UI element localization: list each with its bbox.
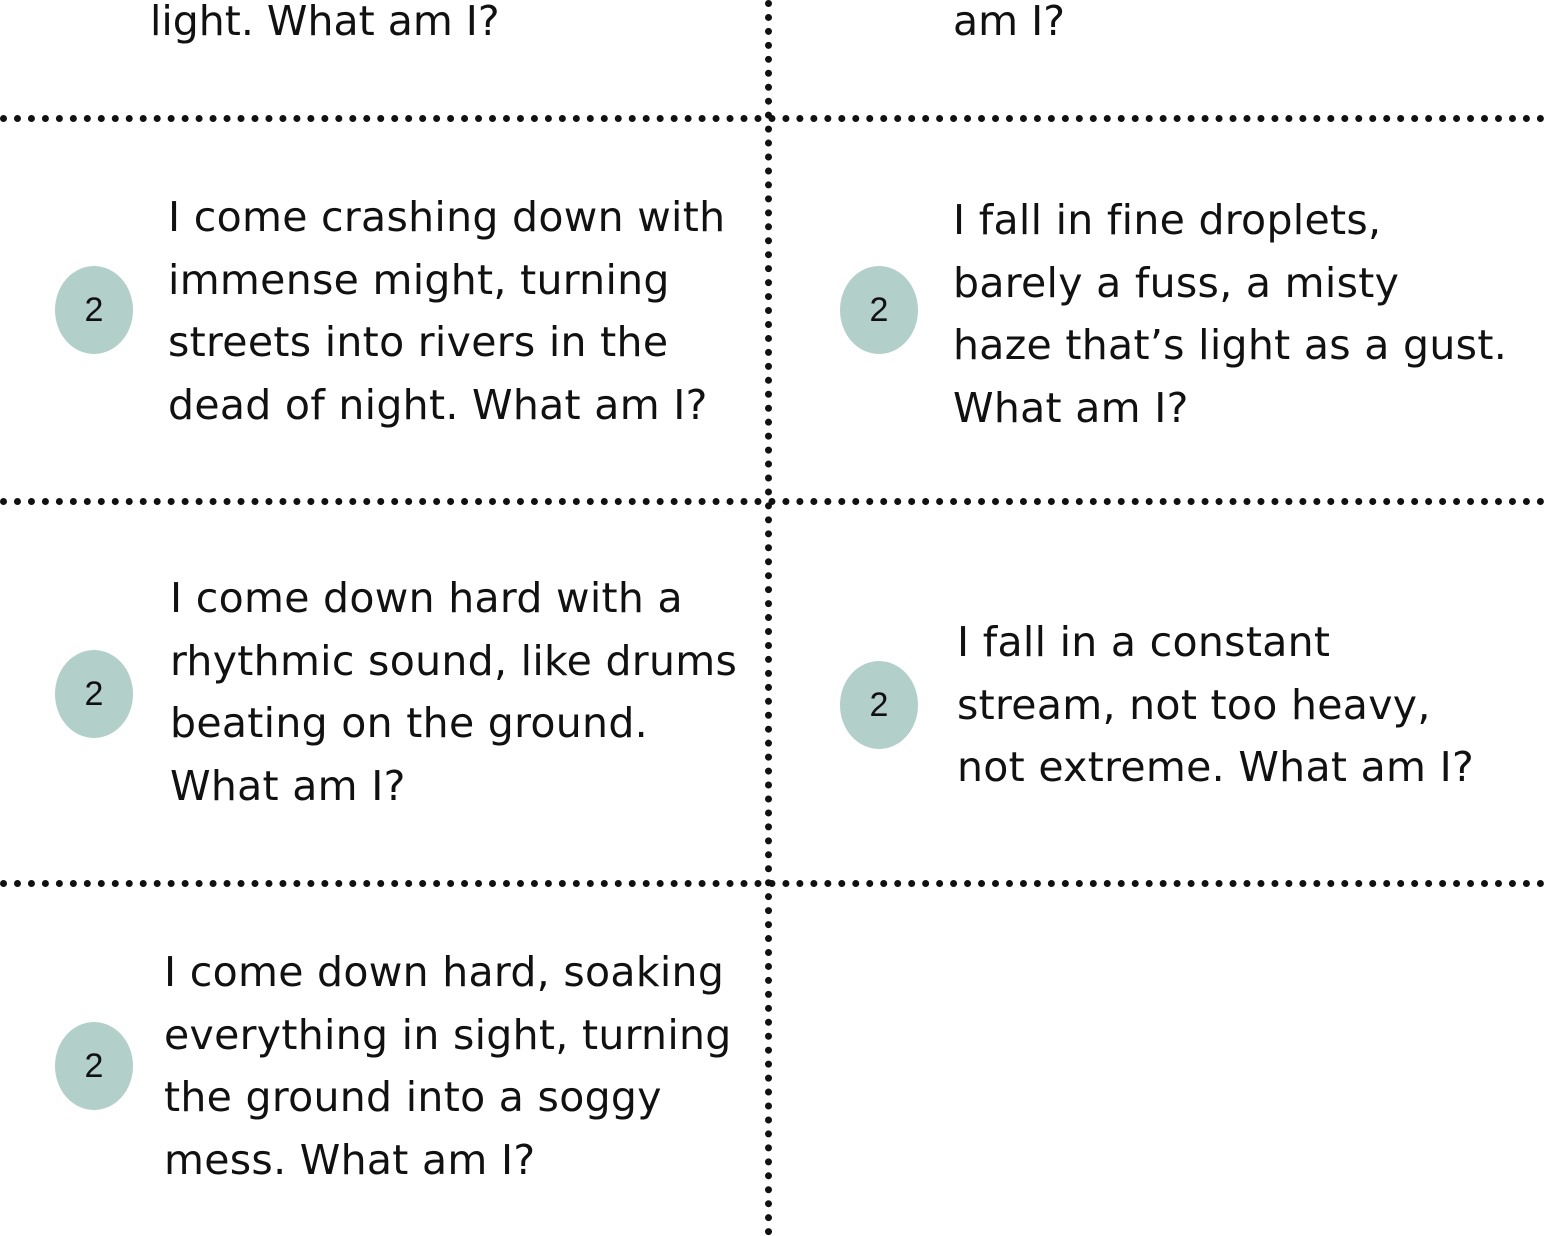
card-number-badge: 2 — [55, 1022, 133, 1110]
horizontal-cut-line-2 — [0, 498, 1545, 505]
riddle-line: not extreme. What am I? — [957, 743, 1475, 791]
riddle-line: mess. What am I? — [164, 1135, 536, 1184]
partial-card-left-text: light. What am I? — [150, 0, 500, 45]
riddle-line: I come down hard, soaking — [164, 948, 725, 996]
riddle-text — [953, 189, 1507, 439]
riddle-line: I come down hard with a — [170, 574, 683, 622]
riddle-line: dead of night. What am I? — [168, 380, 708, 429]
riddle-text — [168, 186, 725, 436]
card-number-badge: 2 — [840, 266, 918, 354]
vertical-cut-line — [765, 0, 772, 1236]
riddle-line: I fall in fine droplets, — [953, 196, 1382, 244]
riddle-text — [957, 611, 1474, 799]
card-number-badge: 2 — [840, 661, 918, 749]
riddle-line: streets into rivers in the — [168, 318, 669, 366]
riddle-line: What am I? — [170, 761, 406, 810]
riddle-line: stream, not too heavy, — [957, 680, 1431, 729]
partial-card-right-text: am I? — [953, 0, 1065, 45]
riddle-line: barely a fuss, a misty — [953, 258, 1400, 307]
horizontal-cut-line-1 — [0, 115, 1545, 122]
riddle-line: everything in sight, turning — [164, 1010, 732, 1059]
card-number-badge: 2 — [55, 266, 133, 354]
riddle-line: immense might, turning — [168, 255, 670, 304]
riddle-text — [164, 941, 732, 1191]
riddle-line: rhythmic sound, like drums — [170, 636, 738, 685]
riddle-line: haze that’s light as a gust. — [953, 321, 1508, 369]
card-number-badge: 2 — [55, 650, 133, 738]
riddle-text — [170, 567, 737, 817]
riddle-line: beating on the ground. — [170, 699, 648, 747]
riddle-line: I come crashing down with — [168, 193, 726, 241]
riddle-line: What am I? — [953, 383, 1189, 432]
horizontal-cut-line-3 — [0, 880, 1545, 887]
riddle-line: I fall in a constant — [957, 618, 1331, 666]
riddle-line: the ground into a soggy — [164, 1073, 662, 1121]
